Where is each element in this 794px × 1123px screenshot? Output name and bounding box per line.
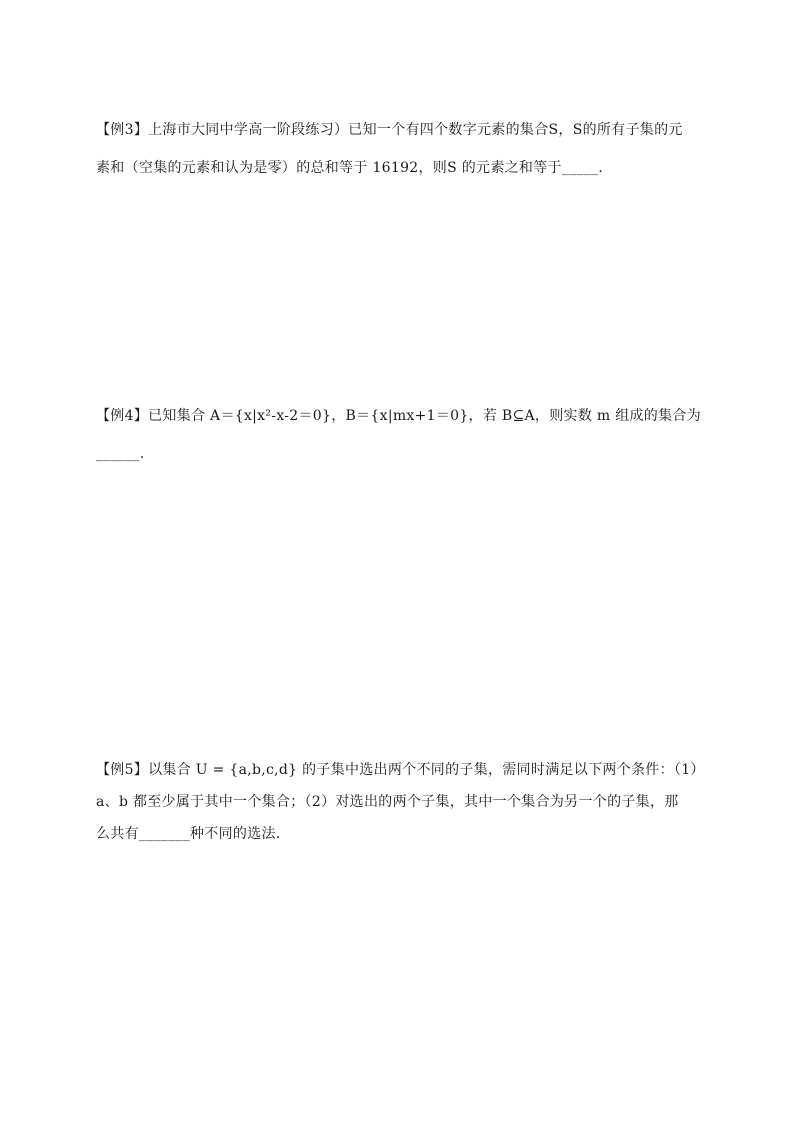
example-5-line-1: 【例5】以集合 U = {a,b,c,d} 的子集中选出两个不同的子集，需同时满足以下两个条件：（1） [96,762,705,778]
example-3-line-2: 素和（空集的元素和认为是零）的总和等于 16192，则S 的元素之和等于_____. [96,160,604,176]
example-4-line-2: ______. [96,446,145,462]
example-4-problem [96,406,736,464]
example-3-problem [96,120,736,178]
example-5-line-3: 么共有_______种不同的选法. [96,826,281,842]
example-5-problem [96,760,736,844]
example-5-line-2: a、b 都至少属于其中一个集合；（2）对选出的两个子集，其中一个集合为另一个的子集，那 [96,794,679,810]
example-4-line-1: 【例4】已知集合 A＝{x|x²-x-2＝0}，B＝{x|mx+1＝0}，若 B⊆A，则实数 m 组成的集合为 [96,408,702,424]
example-3-line-1: 【例3】上海市大同中学高一阶段练习）已知一个有四个数字元素的集合S，S的所有子集的元 [96,122,683,138]
